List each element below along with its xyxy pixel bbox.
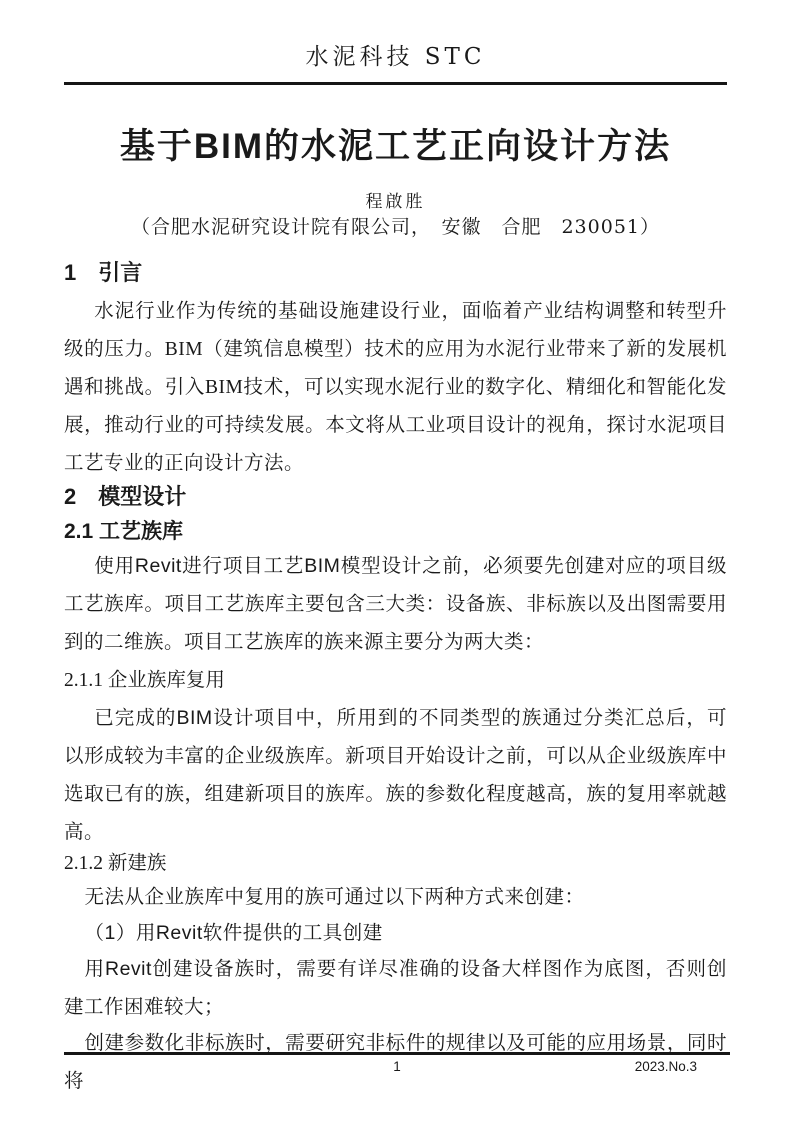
- header-rule: [64, 82, 727, 85]
- author-affiliation: （合肥水泥研究设计院有限公司， 安徽 合肥 230051）: [130, 216, 661, 238]
- author-name: 程啟胜: [365, 192, 426, 212]
- paragraph-enterprise-reuse: 已完成的BIM设计项目中，所用到的不同类型的族通过分类汇总后，可以形成较为丰富的企业级族库。新项目开始设计之前，可以从企业级族库中选取已有的族，组建新项目的族库。族的参数化程度越高，族的复用率就越高。: [64, 707, 727, 843]
- subsubsection-heading-new-family: 2.1.2 新建族: [64, 853, 167, 874]
- section-heading-model-design: 2 模型设计: [64, 484, 187, 509]
- paragraph-method1-title: （1）用Revit软件提供的工具创建: [84, 922, 383, 944]
- paragraph-introduction: 水泥行业作为传统的基础设施建设行业，面临着产业结构调整和转型升级的压力。BIM（建筑信息模型）技术的应用为水泥行业带来了新的发展机遇和挑战。引入BIM技术，可以实现水泥行业的数字化、精细化和智能化发展，推动行业的可持续发展。本文将从工业项目设计的视角，探讨水泥项目工艺专业的正向设计方法。: [64, 301, 727, 474]
- journal-header-title: 水泥科技 STC: [305, 44, 486, 70]
- section-heading-introduction: 1 引言: [64, 260, 143, 285]
- paragraph-family-library: 使用Revit进行项目工艺BIM模型设计之前，必须要先创建对应的项目级工艺族库。项目工艺族库主要包含三大类：设备族、非标族以及出图需要用到的二维族。项目工艺族库的族来源主要分为两大类：: [64, 555, 727, 653]
- subsection-heading-family-library: 2.1 工艺族库: [64, 520, 184, 543]
- page-footer: [64, 1058, 730, 1078]
- page-number: 1: [393, 1059, 401, 1074]
- subsubsection-heading-enterprise-reuse: 2.1.1 企业族库复用: [64, 670, 225, 691]
- article-title: 基于BIM的水泥工艺正向设计方法: [119, 127, 672, 166]
- paragraph-new-family-intro: 无法从企业族库中复用的族可通过以下两种方式来创建：: [84, 886, 585, 908]
- issue-number: 2023.No.3: [634, 1059, 697, 1074]
- paragraph-method1-body2: 创建参数化非标族时，需要研究非标件的规律以及可能的应用场景，同时将: [64, 1032, 727, 1092]
- paragraph-method1-body1: 用Revit创建设备族时，需要有详尽准确的设备大样图作为底图，否则创建工作困难较大；: [64, 958, 727, 1018]
- footer-rule: [64, 1052, 730, 1055]
